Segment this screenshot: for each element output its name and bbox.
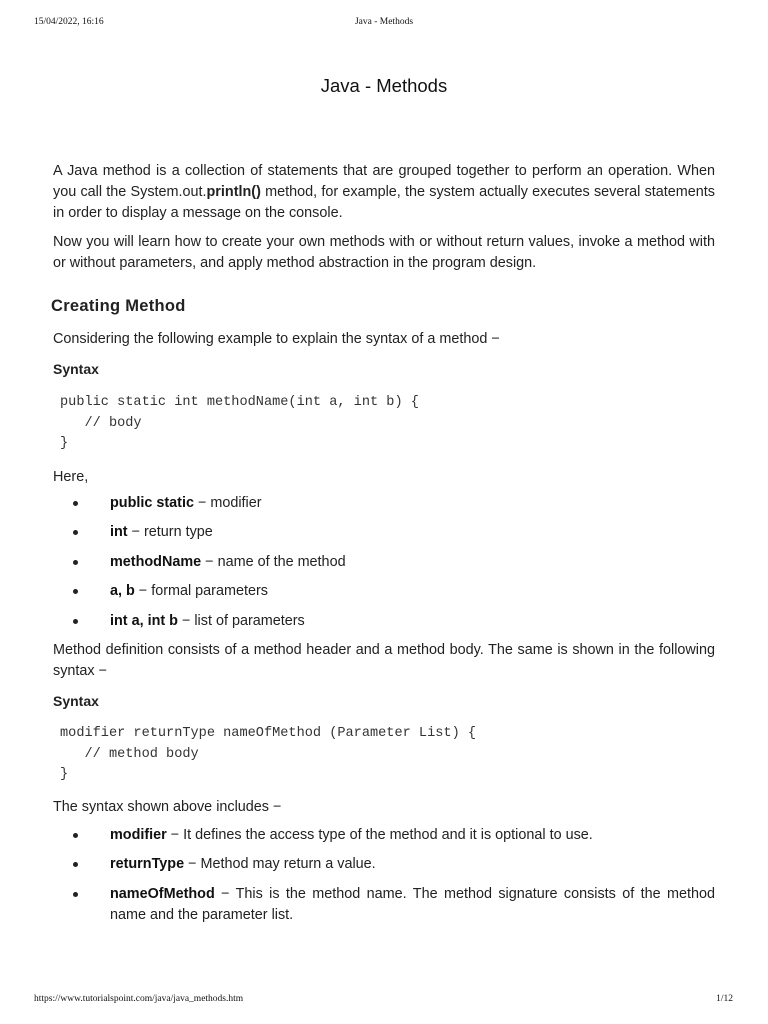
here-label: Here, [53,468,89,485]
list-item-term: nameOfMethod [110,885,215,902]
list-item-term: methodName [110,553,202,570]
print-page-title: Java - Methods [354,17,414,27]
list-item-desc: − This is the method name. The method signature consists of the method name and the parameter list. [110,885,715,923]
print-date: 15/04/2022, 16:16 [34,17,104,27]
intro-text-after: method, for example, the system actually executes several statements in order to display a message on the console. [53,184,715,221]
print-header [0,17,768,31]
page-url-link[interactable]: https://www.tutorialspoint.com/java/java_methods.htm [34,994,244,1004]
list-item-desc: − It defines the access type of the method and it is optional to use. [166,826,593,843]
list-item-desc: − return type [127,524,213,540]
list-item-term: a, b [110,583,135,599]
bullet-icon [73,892,78,897]
syntax-label: Syntax [53,693,99,709]
list-item [53,522,715,543]
code-block: modifier returnType nameOfMethod (Parameter List) { // method body } [60,726,477,782]
syntax-parts-list [53,493,715,632]
bullet-icon [73,501,78,506]
bullet-icon [73,560,78,565]
list-item-desc: − formal parameters [134,583,268,599]
page-title: Java - Methods [320,75,448,96]
list-item-term: modifier [110,826,167,843]
list-item-term: int [110,524,128,540]
print-footer [0,994,768,1008]
list-item-desc: − name of the method [201,553,346,570]
list-item-term: returnType [110,856,185,872]
section-heading: Creating Method [51,297,186,315]
list-item-term: public static [110,494,194,511]
list-item [53,581,715,602]
intro-paragraph-2: Now you will learn how to create your own methods with or without return values, invoke a method with or without parameters, and apply method abstraction in the program design. [53,234,715,271]
definition-paragraph: Method definition consists of a method header and a method body. The same is shown in the following syntax − [53,642,715,679]
syntax-label: Syntax [53,361,99,377]
list-item-term: int a, int b [110,612,178,629]
article-content [53,161,715,934]
list-item-desc: − list of parameters [177,612,305,629]
list-item-desc: − Method may return a value. [184,856,376,872]
bullet-icon [73,833,78,838]
syntax-components-list [53,825,715,926]
bullet-icon [73,589,78,594]
intro-text-before: A Java method is a collection of statements that are grouped together to perform an operation. When you call the System.out. [53,163,715,200]
bullet-icon [73,530,78,535]
page-number: 1/12 [716,994,733,1004]
list-item [53,493,715,514]
list-item [53,552,715,573]
list-item [53,854,715,875]
list-item [53,825,715,846]
section-lead: Considering the following example to explain the syntax of a method − [53,331,500,347]
includes-paragraph: The syntax shown above includes − [53,798,282,815]
println-code: println() [206,184,261,200]
bullet-icon [73,862,78,867]
bullet-icon [73,619,78,624]
list-item [53,611,715,632]
code-block: public static int methodName(int a, int b) { // body } [60,395,419,451]
intro-paragraph-1 [53,161,715,224]
list-item-desc: − modifier [193,494,262,511]
list-item [53,884,715,926]
